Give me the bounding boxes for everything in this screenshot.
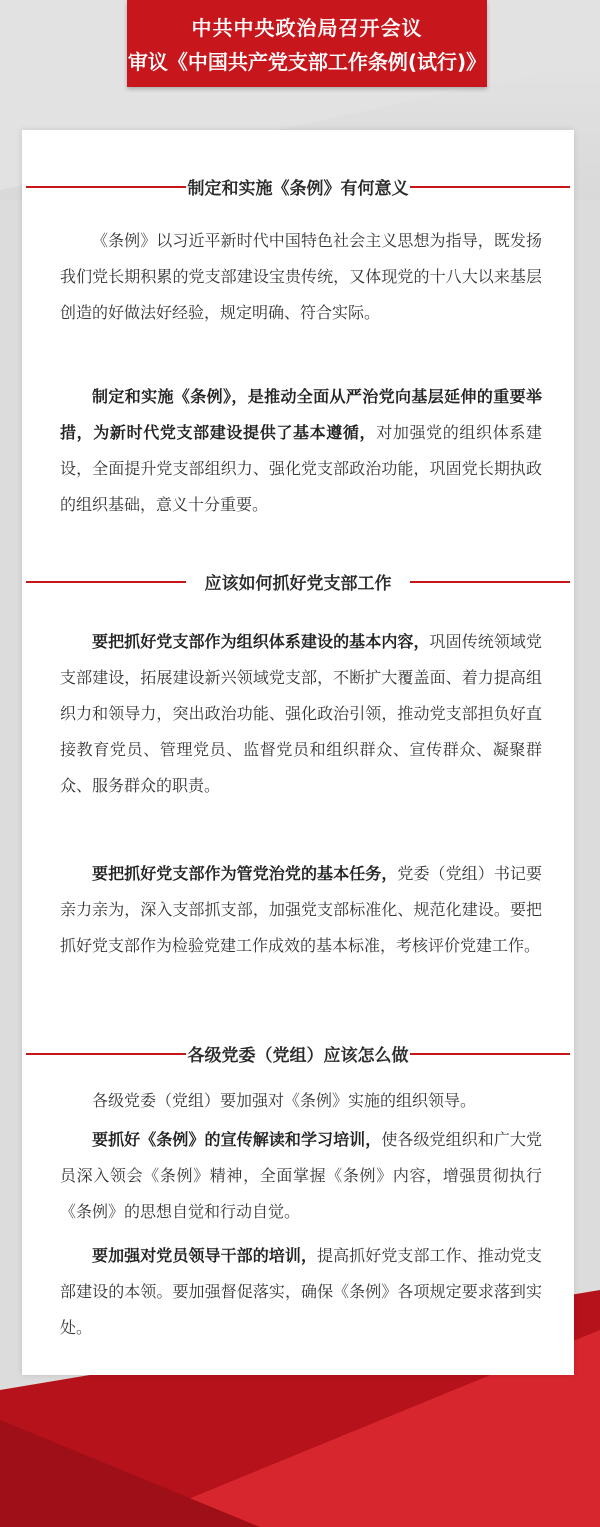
section-heading-3 [22, 1039, 574, 1069]
content-card [22, 130, 574, 1375]
section-title-2: 应该如何抓好党支部工作 [204, 574, 392, 594]
section-3-paragraph-1 [60, 1083, 542, 1119]
header-title-line2: 审议《中国共产党支部工作条例(试行)》 [127, 50, 487, 74]
section-1-paragraph-2 [60, 379, 542, 523]
paragraph-text: 提高抓好党支部工作、推动党支部建设的本领。要加强督促落实，确保《条例》各项规定要求落到实处。 [60, 1246, 542, 1337]
heading-divider-right [410, 581, 570, 583]
section-heading-1 [22, 172, 574, 202]
paragraph-text: 巩固传统领域党支部建设，拓展建设新兴领域党支部，不断扩大覆盖面、着力提高组织力和领导力，突出政治功能、强化政治引领，推动党支部担负好直接教育党员、管理党员、监督党员和组织群众、宣传群众、凝聚群众、服务群众的职责。 [60, 632, 542, 795]
paragraph-text: 《条例》以习近平新时代中国特色社会主义思想为指导，既发扬我们党长期积累的党支部建设宝贵传统，又体现党的十八大以来基层创造的好做法好经验，规定明确、符合实际。 [60, 231, 542, 322]
paragraph-text: 各级党委（党组）要加强对《条例》实施的组织领导。 [92, 1091, 477, 1110]
paragraph-text: 党委（党组）书记要亲力亲为，深入支部抓支部，加强党支部标准化、规范化建设。要把抓好党支部作为检验党建工作成效的基本标准，考核评价党建工作。 [60, 864, 542, 955]
section-title-1: 制定和实施《条例》有何意义 [187, 179, 409, 199]
heading-divider-right [410, 186, 570, 188]
paragraph-text: 对加强党的组织体系建设，全面提升党支部组织力、强化党支部政治功能，巩固党长期执政的组织基础，意义十分重要。 [60, 423, 542, 514]
section-heading-2 [22, 567, 574, 597]
section-2-paragraph-2 [60, 856, 542, 964]
paragraph-emphasis: 要抓好《条例》的宣传解读和学习培训， [92, 1130, 382, 1149]
section-3-paragraph-3 [60, 1238, 542, 1346]
paragraph-emphasis: 要加强对党员领导干部的培训， [92, 1246, 318, 1265]
paragraph-emphasis: 制定和实施《条例》，是推动全面从严治党向基层延伸的重要举措，为新时代党支部建设提供了基本遵循， [60, 387, 542, 442]
section-2-paragraph-1 [60, 624, 542, 804]
paragraph-emphasis: 要把抓好党支部作为组织体系建设的基本内容， [92, 632, 430, 651]
section-1-paragraph-1 [60, 223, 542, 331]
section-3-paragraph-2 [60, 1122, 542, 1230]
page-header-banner [127, 0, 487, 87]
paragraph-text: 使各级党组织和广大党员深入领会《条例》精神，全面掌握《条例》内容，增强贯彻执行《条例》的思想自觉和行动自觉。 [60, 1130, 542, 1221]
paragraph-emphasis: 要把抓好党支部作为管党治党的基本任务， [92, 864, 398, 883]
header-title-line1: 中共中央政治局召开会议 [191, 16, 423, 40]
heading-divider-right [410, 1053, 570, 1055]
section-title-3: 各级党委（党组）应该怎么做 [187, 1046, 409, 1066]
